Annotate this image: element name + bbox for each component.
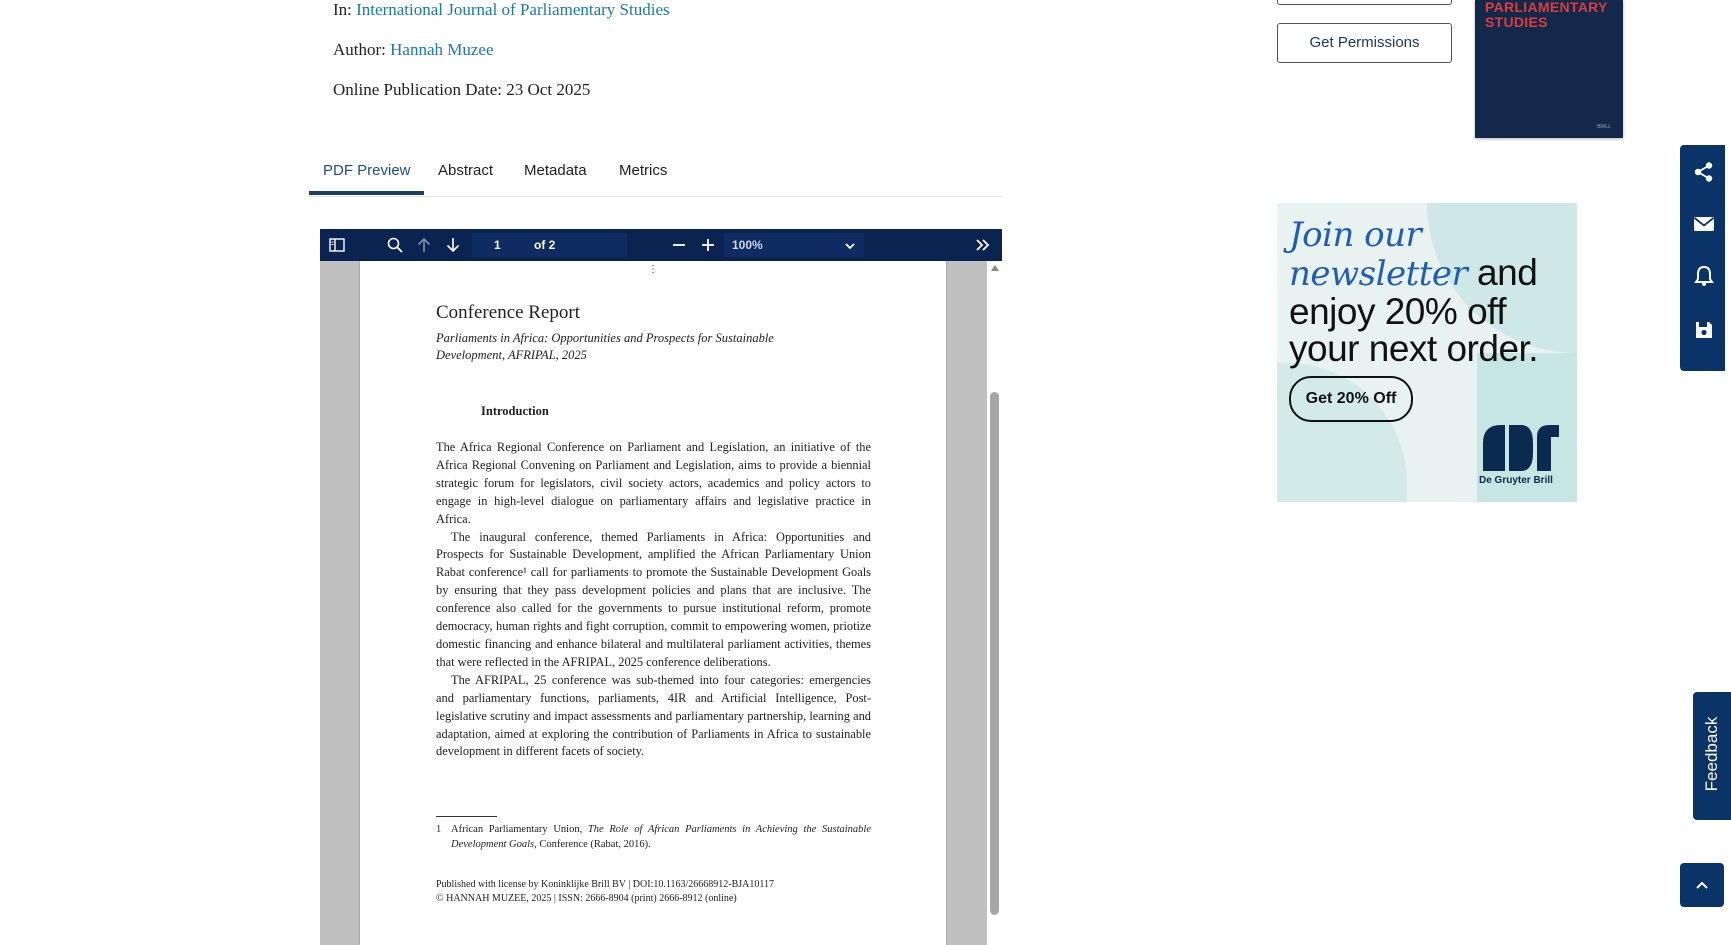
- scroll-up-arrow-icon[interactable]: [991, 265, 999, 271]
- pdf-paragraph: The AFRIPAL, 25 conference was sub-themed into four categories: emergencies and parliamentary functions, parliaments, 4IR and Artificial Intelligence, Post-legislative scrutiny and impact assessments and parliamentary partnership, learning and adaptation, aimed at exploring the contribution of Parliaments in Africa to sustainable development in different facets of society.: [436, 672, 871, 759]
- back-to-top-button[interactable]: [1680, 863, 1724, 907]
- journal-prefix: In:: [333, 0, 352, 19]
- page-number-field[interactable]: [472, 233, 627, 257]
- author-link[interactable]: Hannah Muzee: [390, 40, 494, 59]
- double-chevron-right-icon[interactable]: [974, 236, 992, 254]
- tab-metrics[interactable]: Metrics: [619, 162, 668, 179]
- journal-link[interactable]: International Journal of Parliamentary Studies: [356, 0, 670, 19]
- author-line: [333, 40, 494, 60]
- footnote-pre: African Parliamentary Union,: [451, 824, 588, 835]
- feedback-label: Feedback: [1702, 716, 1721, 792]
- pdf-toolbar: [320, 229, 1002, 261]
- current-page[interactable]: 1: [494, 238, 501, 252]
- pdf-section-heading: Introduction: [481, 404, 549, 418]
- license-line: Published with license by Koninklijke Brill BV | DOI:10.1163/26668912-BJA10117: [436, 879, 775, 890]
- footnote-divider: [436, 816, 497, 817]
- zoom-select[interactable]: [724, 233, 864, 257]
- pdf-title: Conference Report: [436, 302, 581, 323]
- bell-icon[interactable]: [1693, 265, 1715, 287]
- page-ornament: ⋮: [648, 264, 659, 275]
- email-icon[interactable]: [1693, 213, 1715, 235]
- pdf-paragraph: The Africa Regional Conference on Parliament and Legislation, an initiative of the Africa Regional Convening on Parliament and Legislation, aims to provide a biennial strategic forum for legislators, civil society actors, academics and policy actors to engage in high-level dialogue on parliamentary affairs and legislative practice in Africa.: [436, 440, 871, 526]
- plus-icon[interactable]: [699, 236, 717, 254]
- share-icon[interactable]: [1693, 161, 1715, 183]
- publication-info: [436, 878, 774, 906]
- save-icon[interactable]: [1693, 319, 1715, 341]
- share-rail: [1680, 145, 1725, 371]
- ad-headline-italic: Join our newsletter: [1289, 215, 1468, 294]
- page-total: of 2: [534, 238, 556, 252]
- footnote-text: [451, 822, 871, 852]
- partial-top-button[interactable]: [1277, 0, 1452, 5]
- pdf-subtitle: Parliaments in Africa: Opportunities and Prospects for Sustainable Development, AFRIPAL, 2025: [436, 331, 774, 362]
- tab-abstract[interactable]: Abstract: [438, 162, 494, 179]
- pdf-viewer: [320, 229, 1002, 945]
- pub-date: 23 Oct 2025: [506, 80, 591, 99]
- active-tab-indicator: [309, 191, 424, 195]
- get-permissions-button[interactable]: Get Permissions: [1277, 23, 1452, 63]
- cover-publisher: BRILL: [1597, 124, 1611, 130]
- content-tabs: [309, 150, 1002, 197]
- ad-headline-rest: and enjoy 20% off your next order.: [1289, 252, 1539, 369]
- footnote-number: 1: [436, 824, 442, 835]
- tab-metadata[interactable]: Metadata: [524, 162, 587, 179]
- author-prefix: Author:: [333, 40, 386, 59]
- journal-line: [333, 0, 670, 20]
- zoom-value: 100%: [732, 238, 763, 252]
- pub-date-prefix: Online Publication Date:: [333, 80, 503, 99]
- pdf-scroll-thumb[interactable]: [990, 392, 999, 915]
- ad-headline: [1289, 215, 1574, 367]
- publication-date-line: [333, 80, 590, 100]
- journal-cover[interactable]: [1475, 0, 1623, 138]
- get-discount-button[interactable]: Get 20% Off: [1289, 376, 1413, 422]
- sidebar-toggle-icon[interactable]: [328, 236, 346, 254]
- arrow-up-icon[interactable]: [415, 236, 433, 254]
- chevron-up-icon: [1693, 876, 1711, 899]
- ad-logo-text: De Gruyter Brill: [1479, 475, 1553, 486]
- arrow-down-icon[interactable]: [444, 236, 462, 254]
- pdf-page: [360, 261, 946, 945]
- de-gruyter-brill-logo-icon: [1481, 423, 1561, 473]
- chevron-down-icon: [844, 239, 856, 257]
- copyright-line: © HANNAH MUZEE, 2025 | ISSN: 2666-8904 (print) 2666-8912 (online): [436, 893, 737, 904]
- cover-title: PARLIAMENTARY STUDIES: [1485, 0, 1608, 30]
- minus-icon[interactable]: [670, 236, 688, 254]
- tab-pdf-preview[interactable]: PDF Preview: [323, 162, 411, 179]
- footnote-post: , Conference (Rabat, 2016).: [534, 839, 651, 850]
- footnote-italic: The Role of African Parliaments in Achieving the Sustainable Development Goals: [451, 824, 871, 850]
- feedback-button[interactable]: [1693, 692, 1731, 820]
- pdf-paragraph: The inaugural conference, themed Parliaments in Africa: Opportunities and Prospects for Sustainable Development, amplified the African Parliamentary Union Rabat conference¹ call for parliaments to promote the Sustainable Development Goals by ensuring that they pass development policies and plans that are inclusive. The conference also called for the governments to pursue institutional reform, promote democracy, human rights and fight corruption, commit to empowering women, priotize domestic financing and enhance bilateral and multilateral parliament activities, themes that were reflected in the AFRIPAL, 2025 conference deliberations.: [436, 529, 871, 669]
- pdf-body: [436, 439, 871, 761]
- newsletter-ad[interactable]: [1277, 203, 1577, 502]
- search-icon[interactable]: [386, 236, 404, 254]
